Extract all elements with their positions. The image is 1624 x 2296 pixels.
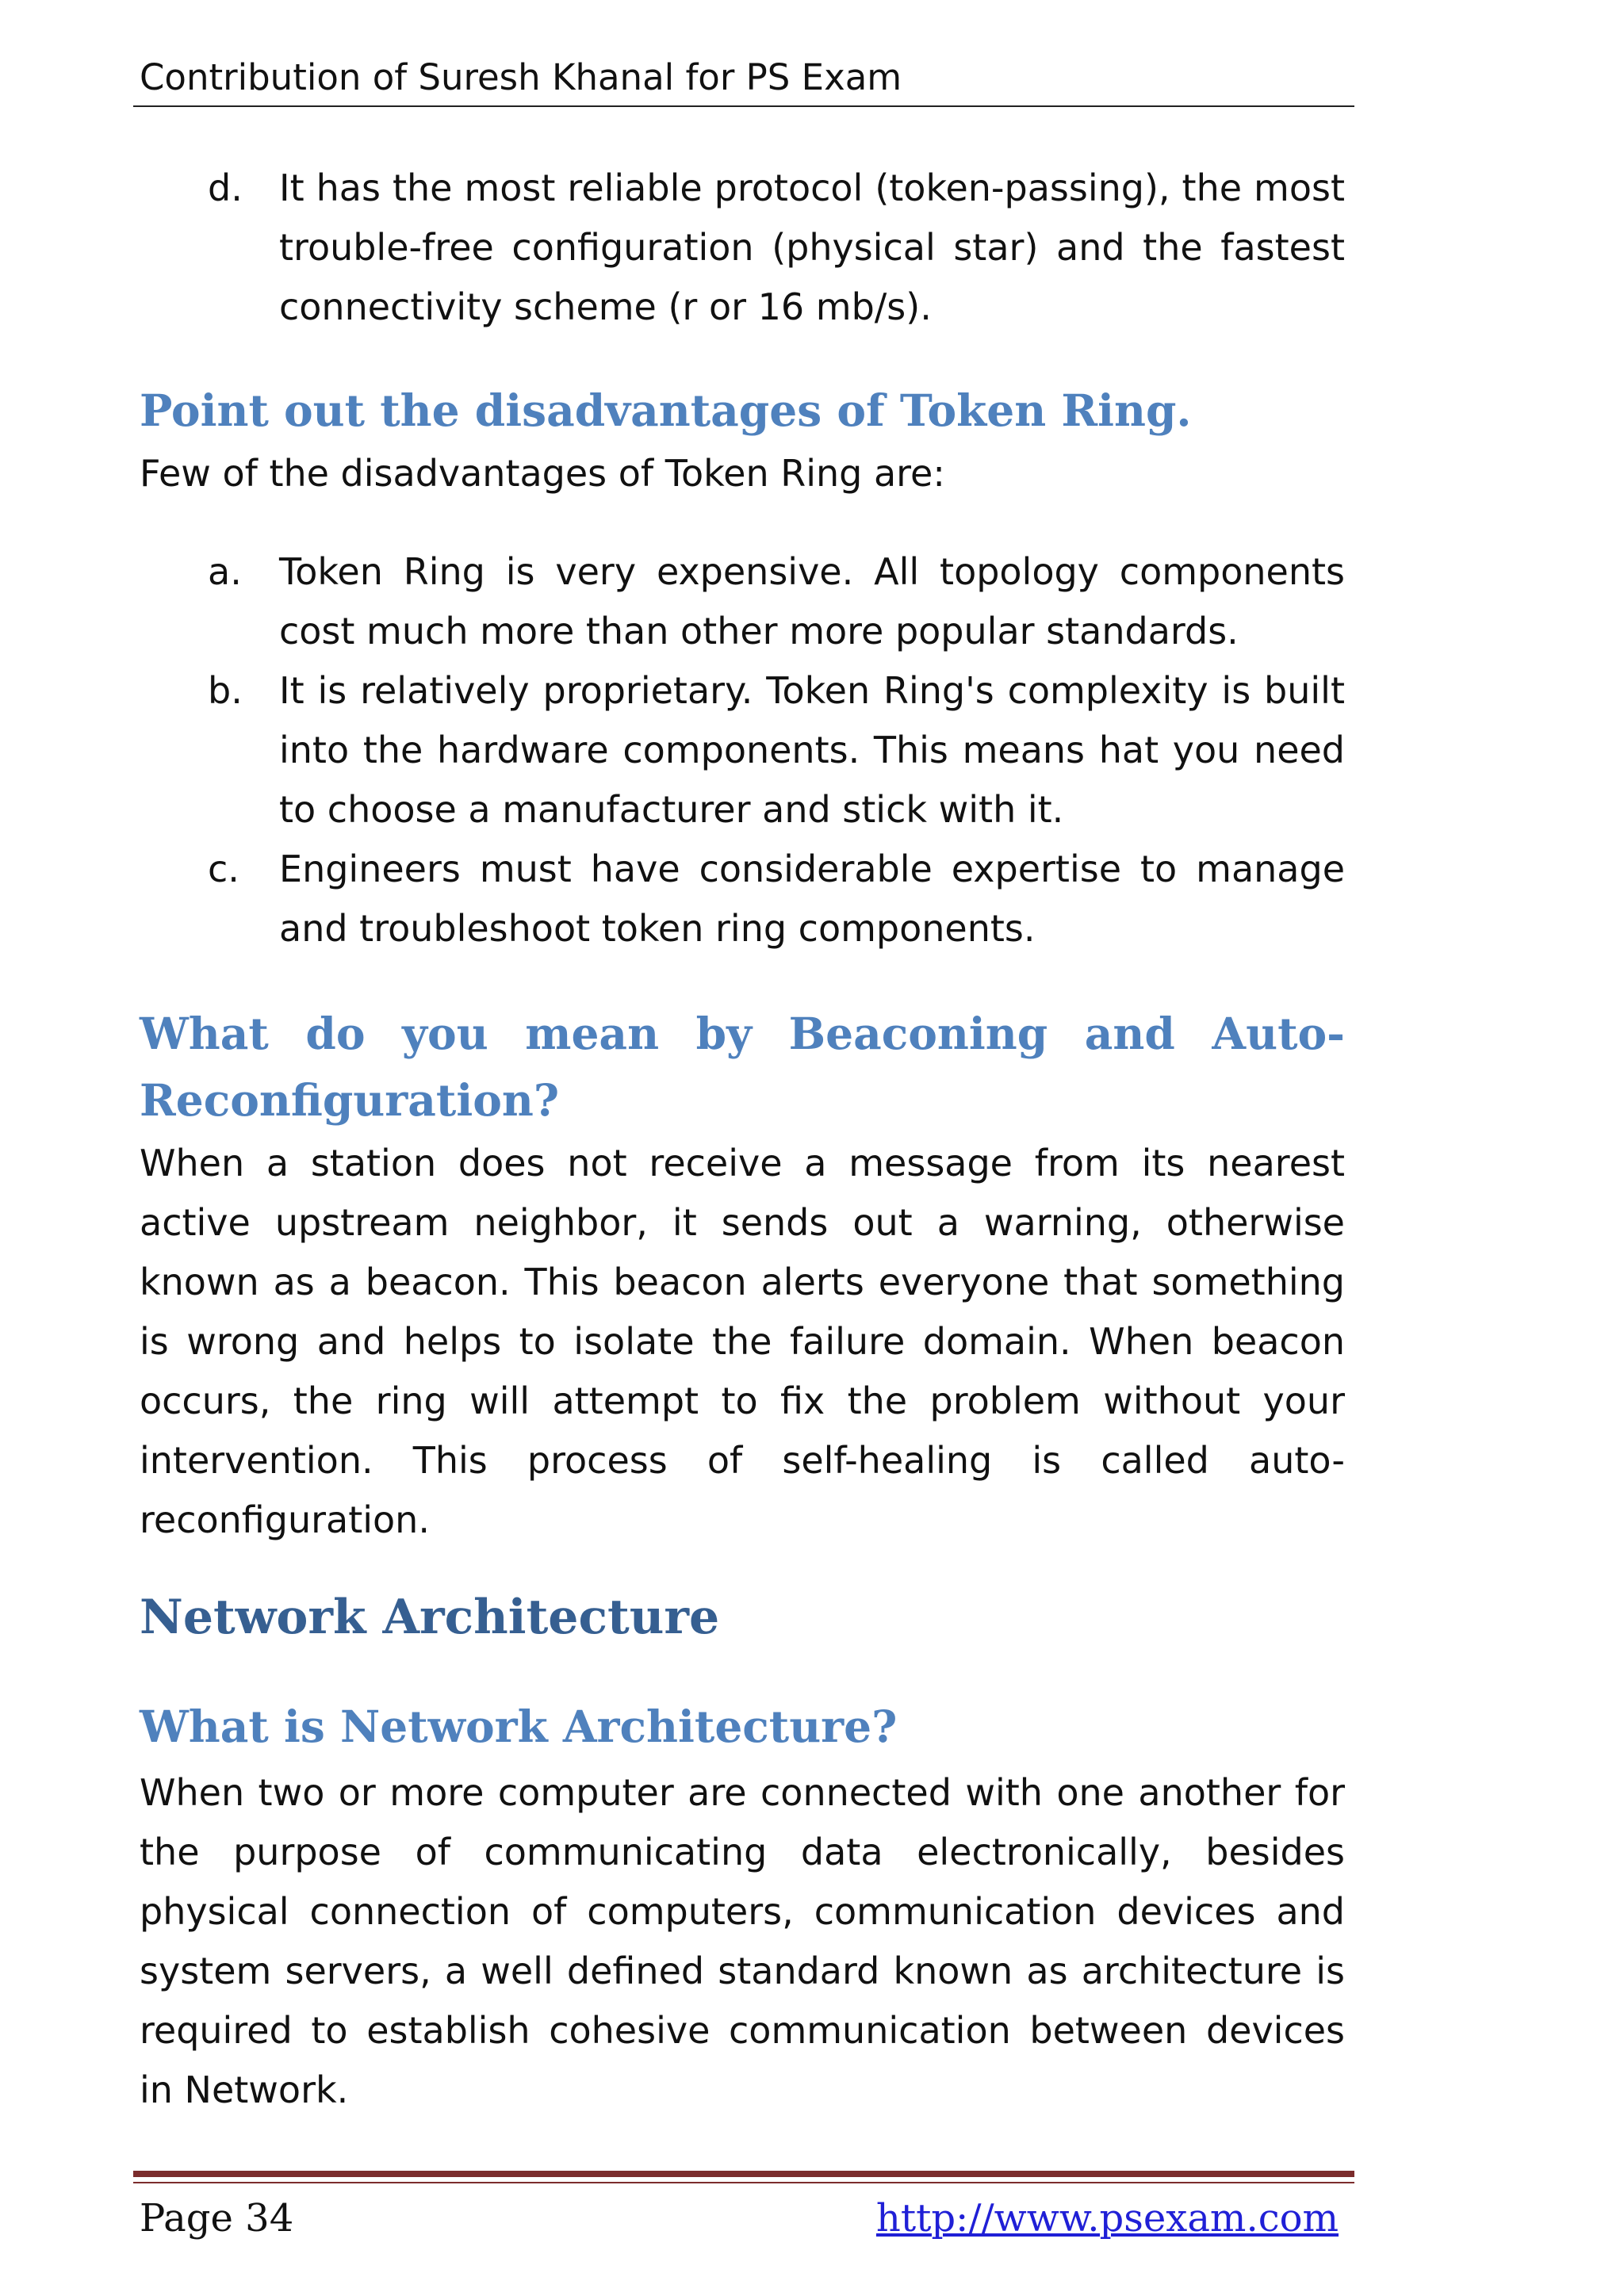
heading-beaconing-line2: Reconfiguration? xyxy=(140,1074,560,1126)
page-number: Page 34 xyxy=(140,2196,294,2241)
list-item-text: Token Ring is very expensive. All topology components cost much more than other more popular standards. xyxy=(279,550,1345,652)
list-item-text: Engineers must have considerable expertise to manage and troubleshoot token ring components. xyxy=(279,848,1345,950)
list-marker: c. xyxy=(208,848,239,890)
intro-list xyxy=(140,159,1345,337)
footer-rule xyxy=(133,2171,1354,2177)
list-item-text: It has the most reliable protocol (token-passing), the most trouble-free configuration (physical star) and the fastest connectivity scheme (r or 16 mb/s). xyxy=(279,166,1345,328)
beaconing-paragraph: When a station does not receive a message from its nearest active upstream neighbor, it sends out a warning, otherwise known as a beacon. This beacon alerts everyone that something is wrong and helps to isolate the failure domain. When beacon occurs, the ring will attempt to fix the problem without your intervention. This process of self-healing is called auto-reconfiguration. xyxy=(140,1142,1345,1541)
running-header: Contribution of Suresh Khanal for PS Exam xyxy=(140,56,902,98)
network-architecture-paragraph: When two or more computer are connected with one another for the purpose of communicating data electronically, besides physical connection of computers, communication devices and system servers, a well defined standard known as architecture is required to establish cohesive communication between devices in Network. xyxy=(140,1771,1345,2111)
list-marker: d. xyxy=(208,166,243,209)
heading-beaconing-line1: What do you mean by Beaconing and Auto- xyxy=(140,1008,1345,1059)
list-item xyxy=(140,542,1345,661)
heading-disadvantages: Point out the disadvantages of Token Ring. xyxy=(140,385,1192,436)
footer-rule-thin xyxy=(133,2182,1354,2183)
list-item xyxy=(140,840,1345,959)
site-link[interactable]: http://www.psexam.com xyxy=(875,2196,1339,2241)
disadvantages-intro: Few of the disadvantages of Token Ring are: xyxy=(140,452,945,495)
list-item xyxy=(140,159,1345,337)
heading-network-architecture: Network Architecture xyxy=(140,1590,720,1645)
list-item-text: It is relatively proprietary. Token Ring's complexity is built into the hardware components. This means hat you need to choose a manufacturer and stick with it. xyxy=(279,669,1345,831)
heading-what-is-network-architecture: What is Network Architecture? xyxy=(140,1701,898,1752)
disadvantages-list xyxy=(140,542,1345,959)
list-marker: a. xyxy=(208,550,242,593)
list-marker: b. xyxy=(208,669,243,712)
header-rule xyxy=(133,105,1354,107)
list-item xyxy=(140,661,1345,840)
